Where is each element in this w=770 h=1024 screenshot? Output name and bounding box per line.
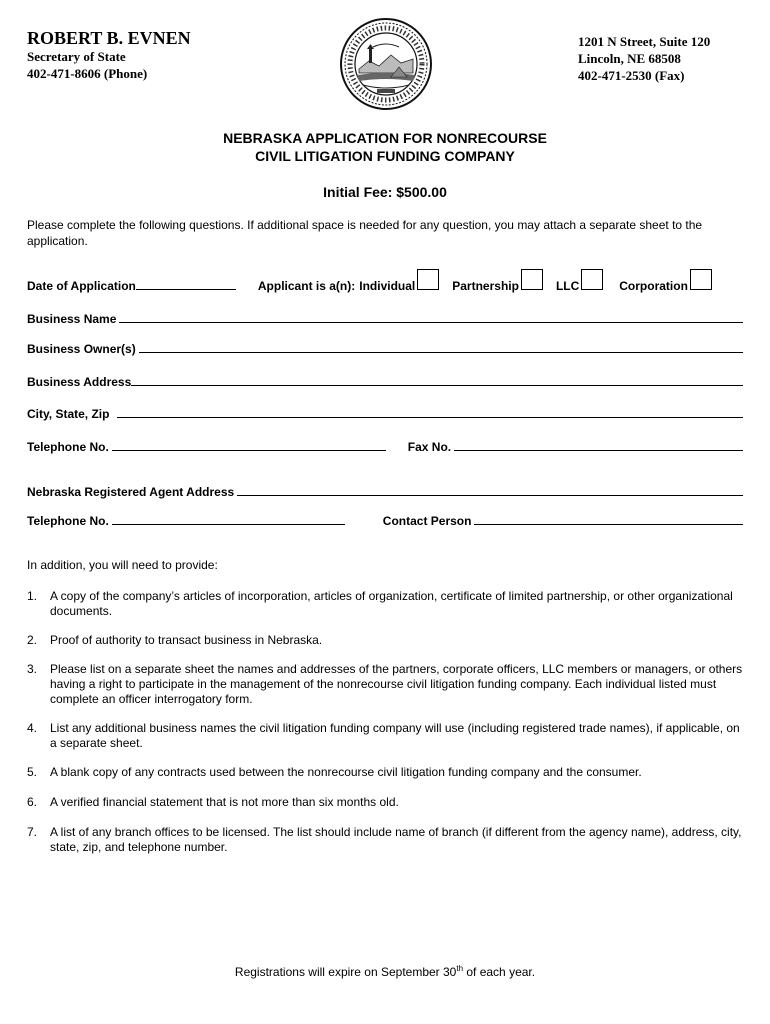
- telephone2-field[interactable]: [112, 524, 345, 525]
- contact-person-label: Contact Person: [382, 514, 472, 528]
- business-address-label: Business Address: [27, 375, 132, 389]
- list-item: 2. Proof of authority to transact business in Nebraska.: [27, 633, 323, 647]
- list-item: 1. A copy of the company’s articles of incorporation, articles of organization, certificate of limited partnership, or other organizational documents.: [27, 589, 733, 618]
- registered-agent-address-field[interactable]: [237, 495, 743, 496]
- expiration-note: Registrations will expire on September 30th of each year.: [234, 964, 536, 979]
- additional-heading: In addition, you will need to provide:: [27, 558, 218, 572]
- list-item: 3. Please list on a separate sheet the names and addresses of the partners, corporate officers, LLC members or managers, or others having a right to participate in the management of the nonrecourse civil litigation funding company. Each individual listed must complete an officer interrogatory form.: [27, 662, 743, 706]
- partnership-checkbox[interactable]: [521, 269, 543, 290]
- registered-agent-address-label: Nebraska Registered Agent Address: [27, 485, 235, 499]
- form-title-line1: NEBRASKA APPLICATION FOR NONRECOURSE: [223, 130, 547, 146]
- business-name-row: [27, 308, 743, 326]
- business-owners-label: Business Owner(s): [27, 342, 136, 356]
- date-of-application-label: Date of Application: [27, 279, 136, 293]
- agent-address-row: [27, 481, 743, 499]
- telephone-contact-row: [27, 510, 743, 528]
- telephone2-label: Telephone No.: [27, 514, 109, 528]
- applicant-row: [27, 271, 743, 293]
- phone-number: 402-471-8606 (Phone): [27, 66, 148, 81]
- business-owners-field[interactable]: [139, 352, 743, 353]
- secretary-name: ROBERT B. EVNEN: [27, 28, 191, 48]
- header-left: [27, 28, 191, 82]
- fax-label: Fax No.: [407, 440, 452, 454]
- fax-number: 402-471-2530 (Fax): [578, 68, 685, 83]
- initial-fee: Initial Fee: $500.00: [323, 184, 447, 200]
- city-state-zip-row: [27, 403, 743, 421]
- office-address-line2: Lincoln, NE 68508: [578, 51, 681, 66]
- corporation-checkbox[interactable]: [690, 269, 712, 290]
- business-address-row: [27, 371, 743, 389]
- business-owners-row: [27, 338, 743, 356]
- individual-checkbox[interactable]: [417, 269, 439, 290]
- business-name-field[interactable]: [119, 322, 743, 323]
- business-address-field[interactable]: [131, 385, 743, 386]
- fax-field[interactable]: [454, 450, 743, 451]
- form-title-line2: CIVIL LITIGATION FUNDING COMPANY: [255, 148, 515, 164]
- list-item: 7. A list of any branch offices to be licensed. The list should include name of branch (if different from the agency name), address, city, state, zip, and telephone number.: [27, 825, 742, 854]
- corporation-label: Corporation: [619, 279, 688, 293]
- city-state-zip-field[interactable]: [117, 417, 743, 418]
- llc-label: LLC: [555, 279, 580, 293]
- date-of-application-field[interactable]: [136, 289, 236, 290]
- applicant-type-label: Applicant is a(n):: [257, 279, 356, 293]
- city-state-zip-label: City, State, Zip: [27, 407, 110, 421]
- business-name-label: Business Name: [27, 312, 117, 326]
- telephone-label: Telephone No.: [27, 440, 109, 454]
- intro-paragraph: Please complete the following questions. If additional space is needed for any question, you may attach a separate sheet to the application.: [27, 218, 703, 248]
- secretary-role: Secretary of State: [27, 49, 126, 64]
- list-item: 6. A verified financial statement that is not more than six months old.: [27, 795, 399, 809]
- list-item: 5. A blank copy of any contracts used between the nonrecourse civil litigation funding company and the consumer.: [27, 765, 642, 779]
- contact-person-field[interactable]: [474, 524, 743, 525]
- partnership-label: Partnership: [452, 279, 519, 293]
- office-address-line1: 1201 N Street, Suite 120: [578, 34, 711, 49]
- list-item: 4. List any additional business names the civil litigation funding company will use (including registered trade names), if applicable, on a separate sheet.: [27, 721, 740, 750]
- telephone-field[interactable]: [112, 450, 386, 451]
- header-right: [578, 33, 710, 84]
- requirements-list: [27, 589, 745, 855]
- telephone-fax-row: [27, 436, 743, 454]
- llc-checkbox[interactable]: [581, 269, 603, 290]
- state-seal-icon: [339, 17, 433, 111]
- individual-label: Individual: [359, 279, 416, 293]
